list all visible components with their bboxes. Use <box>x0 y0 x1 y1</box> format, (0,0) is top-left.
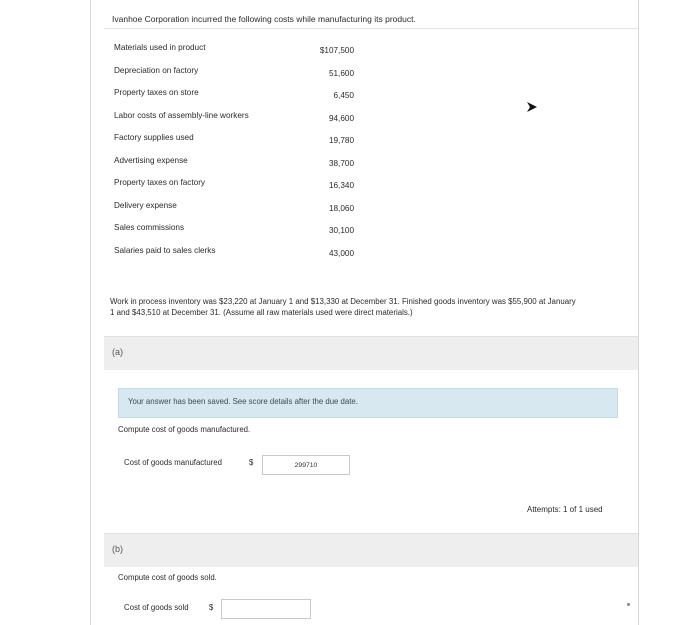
part-a-letter: (a) <box>112 347 123 357</box>
problem-title: Ivanhoe Corporation incurred the following costs while manufacturing its product. <box>112 14 416 24</box>
attempts-counter: Attempts: 1 of 1 used <box>527 505 603 514</box>
cost-label: Labor costs of assembly-line workers <box>114 110 249 120</box>
part-a-currency: $ <box>249 458 254 467</box>
cost-label: Depreciation on factory <box>114 65 199 75</box>
scroll-indicator <box>627 603 630 606</box>
cost-row <box>114 243 354 266</box>
cost-table <box>114 40 354 265</box>
mouse-pointer-icon <box>526 101 538 113</box>
cost-label: Sales commissions <box>114 223 185 232</box>
cost-value: 43,000 <box>328 248 354 258</box>
saved-notice: Your answer has been saved. See score details after the due date. <box>118 388 618 418</box>
cost-row <box>114 85 354 108</box>
title-divider <box>104 28 638 29</box>
part-b-instruction: Compute cost of goods sold. <box>118 573 217 582</box>
part-b-letter: (b) <box>112 544 123 554</box>
part-a-field-label: Cost of goods manufactured <box>124 458 222 467</box>
cost-value: $107,500 <box>319 46 354 55</box>
cost-value: 16,340 <box>328 181 354 190</box>
cost-row <box>114 108 354 131</box>
cost-label: Factory supplies used <box>114 133 194 142</box>
cost-label: Property taxes on store <box>114 88 199 97</box>
cost-value: 38,700 <box>328 158 354 168</box>
cost-row <box>114 198 354 221</box>
cost-value: 30,100 <box>328 226 354 235</box>
cost-value: 19,780 <box>328 136 354 145</box>
cost-row <box>114 175 354 198</box>
cost-row <box>114 130 354 153</box>
cost-value: 18,060 <box>328 203 354 213</box>
cost-value: 6,450 <box>333 91 354 100</box>
part-b-currency: $ <box>209 603 214 612</box>
problem-paragraph <box>110 296 630 318</box>
part-a-instruction: Compute cost of goods manufactured. <box>118 425 251 434</box>
content-frame-left <box>90 0 91 625</box>
cost-value: 94,600 <box>328 113 354 123</box>
cost-of-goods-manufactured-input[interactable]: 299710 <box>262 455 350 475</box>
cost-label: Materials used in product <box>114 43 206 52</box>
part-b-field-label: Cost of goods sold <box>124 603 189 612</box>
cost-label: Property taxes on factory <box>114 178 206 187</box>
cost-label: Salaries paid to sales clerks <box>114 245 216 255</box>
cost-row <box>114 220 354 243</box>
cost-row <box>114 40 354 63</box>
cost-label: Advertising expense <box>114 155 188 165</box>
content-frame-right <box>638 0 639 625</box>
part-a-header <box>104 336 638 370</box>
part-b-header <box>104 533 638 567</box>
cost-row <box>114 63 354 86</box>
cost-label: Delivery expense <box>114 200 177 210</box>
paragraph-line-1: Work in process inventory was $23,220 at January 1 and $13,330 at December 31. Finished goods inventory was $55,900 at January <box>110 297 576 306</box>
cost-row <box>114 153 354 176</box>
paragraph-line-2: 1 and $43,510 at December 31. (Assume all raw materials used were direct materials.) <box>110 308 413 317</box>
cost-of-goods-sold-input[interactable] <box>221 599 311 619</box>
cost-value: 51,600 <box>328 68 354 78</box>
